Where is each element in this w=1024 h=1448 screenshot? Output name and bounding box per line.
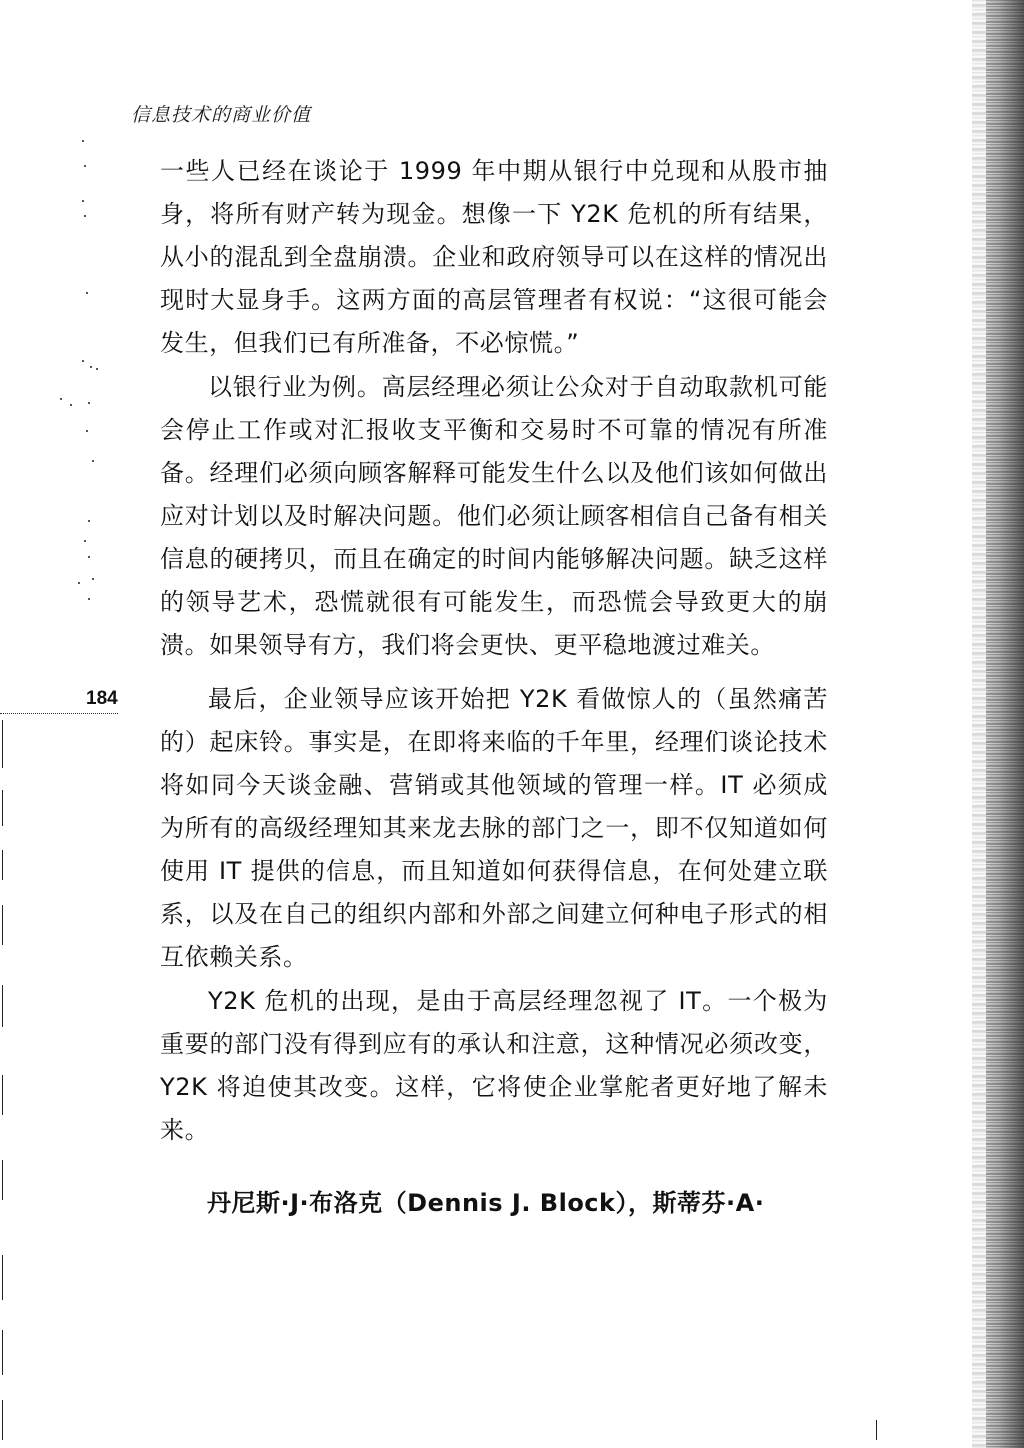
paragraph-1: 一些人已经在谈论于 1999 年中期从银行中兑现和从股市抽身，将所有财产转为现金。想像一下 Y2K 危机的所有结果，从小的混乱到全盘崩溃。企业和政府领导可以在这样的情况出现时大显身手。这两方面的高层管理者有权说：“这很可能会发生，但我们已有所准备，不必惊慌。”: [160, 157, 828, 357]
scan-dot: [88, 556, 90, 558]
paragraph-4: Y2K 危机的出现，是由于高层经理忽视了 IT。一个极为重要的部门没有得到应有的承认和注意，这种情况必须改变，Y2K 将迫使其改变。这样，它将使企业掌舵者更好地了解未来。: [160, 987, 828, 1144]
scan-dot: [88, 598, 90, 600]
margin-mark: [2, 905, 3, 945]
page-number-rule: [0, 713, 118, 714]
margin-mark: [876, 1420, 877, 1440]
scan-dot: [86, 292, 88, 294]
scan-shadow: [972, 0, 986, 1448]
scan-dot: [92, 578, 94, 580]
scan-dot: [82, 140, 84, 142]
scan-dot: [70, 404, 72, 406]
scan-dot: [88, 520, 90, 522]
scan-dot: [92, 460, 94, 462]
margin-mark: [2, 1400, 3, 1440]
margin-mark: [2, 850, 3, 880]
scan-dot: [78, 582, 80, 584]
scan-dot: [96, 368, 98, 370]
scan-dot: [84, 540, 86, 542]
scan-dot: [84, 215, 86, 217]
body-text: [160, 150, 828, 1153]
scan-dot: [82, 200, 84, 202]
scan-dot: [90, 366, 92, 368]
scan-dot: [60, 398, 62, 400]
paragraph-3: 最后，企业领导应该开始把 Y2K 看做惊人的（虽然痛苦的）起床铃。事实是，在即将来临的千年里，经理们谈论技术将如同今天谈金融、营销或其他领域的管理一样。IT 必须成为所有的高级经理知其来龙去脉的部门之一，即不仅知道如何使用 IT 提供的信息，而且知道如何获得信息，在何处建立联系，以及在自己的组织内部和外部之间建立何种电子形式的相互依赖关系。: [160, 685, 828, 971]
scan-dot: [84, 165, 86, 167]
paragraph-2: 以银行业为例。高层经理必须让公众对于自动取款机可能会停止工作或对汇报收支平衡和交易时不可靠的情况有所准备。经理们必须向顾客解释可能发生什么以及他们该如何做出应对计划以及时解决问题。他们必须让顾客相信自己备有相关信息的硬拷贝，而且在确定的时间内能够解决问题。缺乏这样的领导艺术，恐慌就很有可能发生，而恐慌会导致更大的崩溃。如果领导有方，我们将会更快、更平稳地渡过难关。: [160, 373, 828, 659]
margin-mark: [2, 1330, 3, 1375]
margin-mark: [2, 1075, 3, 1115]
running-head: 信息技术的商业价值: [131, 104, 312, 126]
margin-mark: [2, 1160, 3, 1200]
page-number: 184: [86, 688, 118, 709]
margin-mark: [2, 985, 3, 1027]
book-spine-edge: [986, 0, 1024, 1448]
scan-dot: [82, 360, 84, 362]
margin-mark: [2, 720, 3, 768]
margin-mark: [2, 1255, 3, 1300]
author-line: 丹尼斯·J·布洛克（Dennis J. Block），斯蒂芬·A·: [207, 1189, 765, 1217]
margin-mark: [2, 790, 3, 826]
scan-dot: [86, 430, 88, 432]
scan-dot: [88, 402, 90, 404]
